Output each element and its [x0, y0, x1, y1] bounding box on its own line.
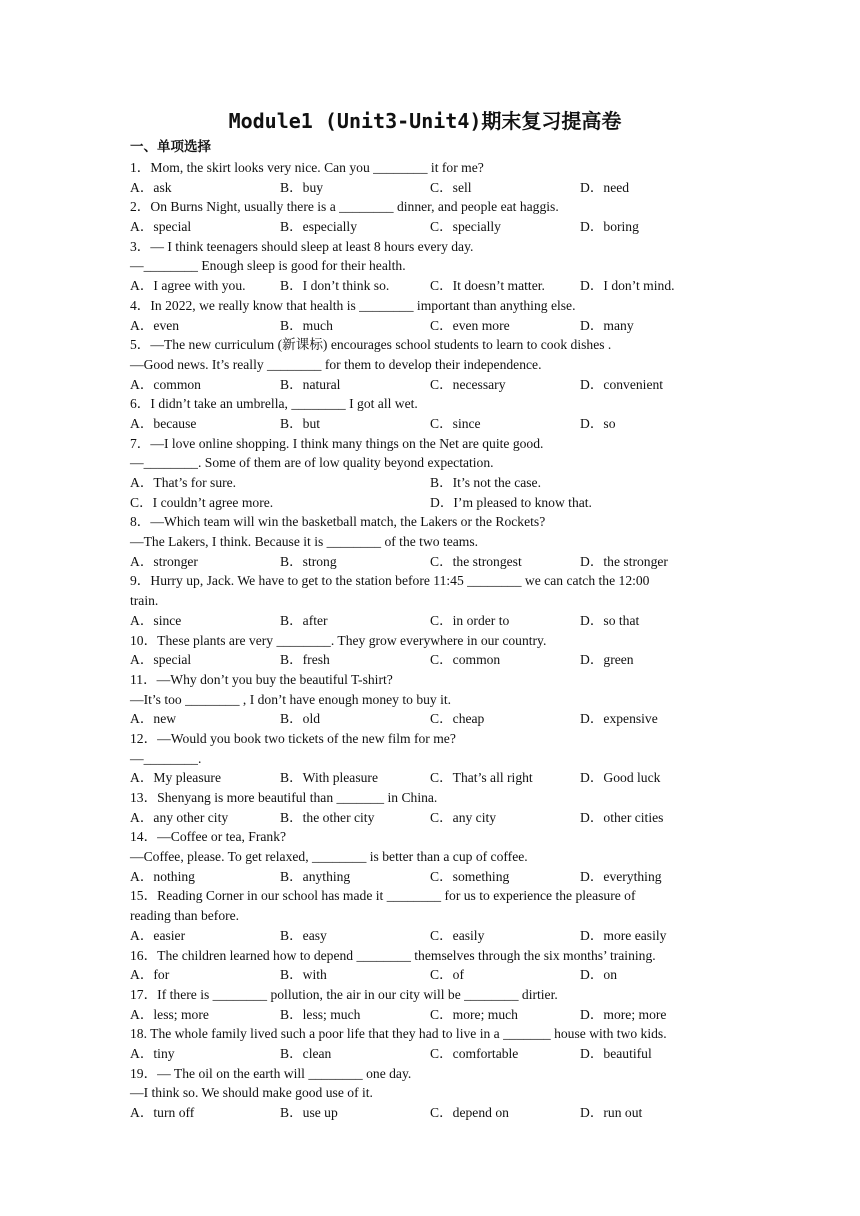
question-continuation: —________. Some of them are of low quality beyond expectation.	[130, 455, 494, 471]
answer-option: B．It’s not the case.	[430, 475, 541, 490]
option-row	[130, 926, 740, 946]
question-continuation: reading than before.	[130, 908, 240, 924]
answer-option: B．natural	[280, 376, 341, 392]
answer-option: C．That’s all right	[430, 770, 533, 786]
question-stem: 12．—Would you book two tickets of the new film for me?	[130, 730, 456, 746]
answer-option: D．everything	[580, 868, 662, 884]
option-row	[130, 650, 740, 670]
answer-option: C．I couldn’t agree more.	[130, 494, 274, 510]
answer-option: A．new	[130, 711, 177, 727]
question-item	[130, 1064, 740, 1123]
answer-option: C．necessary	[430, 376, 506, 392]
answer-option: D．the stronger	[580, 553, 668, 569]
answer-option: C．sell	[430, 179, 472, 195]
answer-option: B．less; much	[280, 1006, 361, 1022]
answer-option: C．the strongest	[430, 553, 522, 569]
answer-option: B．With pleasure	[280, 770, 378, 786]
answer-option: B．use up	[280, 1105, 338, 1120]
page-title: Module1 (Unit3-Unit4)期末复习提高卷	[228, 109, 622, 133]
answer-option: A．easier	[130, 927, 186, 943]
answer-option: B．strong	[280, 553, 337, 569]
question-item	[130, 631, 740, 670]
answer-option: A．I agree with you.	[130, 278, 246, 294]
question-stem: 8．—Which team will win the basketball match, the Lakers or the Rockets?	[130, 514, 546, 530]
answer-option: C．any city	[430, 809, 497, 825]
answer-option: B．with	[280, 967, 327, 983]
question-item	[130, 827, 740, 886]
question-stem: 10．These plants are very ________. They grow everywhere in our country.	[130, 632, 547, 648]
question-stem: 19．— The oil on the earth will ________ one day.	[130, 1065, 412, 1081]
answer-option: D．Good luck	[580, 770, 661, 786]
question-stem: 3．— I think teenagers should sleep at least 8 hours every day.	[130, 238, 474, 254]
option-row	[130, 768, 740, 788]
option-row	[130, 1103, 740, 1123]
question-stem: 5．—The new curriculum (新课标) encourages school students to learn to cook dishes .	[130, 337, 612, 353]
answer-option: B．the other city	[280, 809, 375, 825]
option-row	[130, 414, 740, 434]
question-continuation: —________ Enough sleep is good for their health.	[130, 258, 406, 274]
question-stem: 15．Reading Corner in our school has made it ________ for us to experience the pleasure of	[130, 888, 636, 904]
option-row	[130, 178, 740, 198]
answer-option: C．something	[430, 868, 510, 884]
answer-option: A．That’s for sure.	[130, 475, 237, 490]
option-row	[130, 709, 740, 729]
question-item	[130, 886, 740, 945]
question-item	[130, 571, 740, 630]
question-continuation: —Good news. It’s really ________ for them to develop their independence.	[130, 356, 542, 372]
question-stem: 13．Shenyang is more beautiful than _______ in China.	[130, 790, 438, 805]
answer-option: C．depend on	[430, 1105, 509, 1120]
answer-option: A．for	[130, 967, 170, 983]
option-row	[130, 217, 740, 237]
answer-option: D．other cities	[580, 809, 664, 825]
answer-option: D．beautiful	[580, 1045, 652, 1061]
answer-option: D．expensive	[580, 711, 658, 727]
answer-option: B．anything	[280, 868, 351, 884]
answer-option: A．because	[130, 415, 197, 431]
answer-option: A．less; more	[130, 1006, 209, 1022]
answer-option: A．My pleasure	[130, 770, 221, 786]
answer-option: D．many	[580, 317, 634, 333]
question-stem: 18. The whole family lived such a poor life that they had to live in a _______ house with two kids.	[130, 1026, 667, 1042]
question-continuation: train.	[130, 593, 159, 609]
answer-option: D．I’m pleased to know that.	[430, 494, 592, 510]
worksheet	[130, 106, 740, 1123]
question-item	[130, 670, 740, 729]
answer-option: B．but	[280, 415, 321, 431]
question-continuation: —The Lakers, I think. Because it is ________ of the two teams.	[130, 534, 479, 550]
answer-option: C．in order to	[430, 612, 510, 628]
option-row	[130, 867, 740, 887]
answer-option: D．boring	[580, 219, 639, 235]
option-row	[130, 1005, 740, 1025]
answer-option: A．any other city	[130, 809, 229, 825]
question-item	[130, 335, 740, 394]
question-continuation: —________.	[130, 750, 202, 766]
answer-option: C．It doesn’t matter.	[430, 278, 545, 294]
answer-option: A．ask	[130, 179, 172, 195]
answer-option: C．since	[430, 415, 481, 431]
option-row	[130, 808, 740, 828]
answer-option: B．fresh	[280, 652, 330, 668]
answer-option: A．tiny	[130, 1045, 175, 1061]
option-row	[130, 375, 740, 395]
question-item	[130, 788, 740, 827]
question-stem: 1．Mom, the skirt looks very nice. Can you ________ it for me?	[130, 160, 484, 175]
answer-option: B．especially	[280, 219, 358, 235]
answer-option: C．cheap	[430, 711, 485, 727]
option-row	[130, 473, 740, 493]
answer-option: D．more easily	[580, 927, 667, 943]
answer-option: B．much	[280, 317, 333, 333]
answer-option: B．clean	[280, 1045, 332, 1061]
answer-option: D．on	[580, 967, 618, 983]
question-stem: 2．On Burns Night, usually there is a ________ dinner, and people eat haggis.	[130, 199, 559, 215]
answer-option: B．easy	[280, 927, 327, 943]
answer-option: A．special	[130, 652, 192, 668]
question-item	[130, 296, 740, 335]
answer-option: A．nothing	[130, 868, 195, 884]
answer-option: A．special	[130, 219, 192, 235]
answer-option: C．even more	[430, 317, 510, 333]
answer-option: B．I don’t think so.	[280, 278, 390, 294]
answer-option: D．green	[580, 652, 634, 668]
question-continuation: —I think so. We should make good use of it.	[130, 1085, 373, 1101]
question-item	[130, 237, 740, 296]
answer-option: D．I don’t mind.	[580, 278, 675, 294]
question-item	[130, 946, 740, 985]
option-row	[130, 316, 740, 336]
question-item	[130, 394, 740, 433]
question-item	[130, 434, 740, 513]
question-item	[130, 158, 740, 197]
answer-option: B．after	[280, 612, 328, 628]
question-list	[130, 158, 740, 1123]
question-stem: 16．The children learned how to depend ________ themselves through the six months’ training.	[130, 947, 656, 963]
question-stem: 14．—Coffee or tea, Frank?	[130, 829, 287, 845]
answer-option: A．stronger	[130, 553, 198, 569]
answer-option: C．more; much	[430, 1006, 518, 1022]
option-row	[130, 276, 740, 296]
answer-option: D．more; more	[580, 1006, 667, 1022]
question-stem: 7．—I love online shopping. I think many things on the Net are quite good.	[130, 435, 544, 451]
question-stem: 9．Hurry up, Jack. We have to get to the station before 11:45 ________ we can catch the 12:00	[130, 573, 650, 589]
answer-option: C．specially	[430, 219, 501, 235]
question-continuation: —Coffee, please. To get relaxed, ________ is better than a cup of coffee.	[130, 849, 528, 865]
answer-option: C．common	[430, 652, 501, 668]
answer-option: A．since	[130, 612, 182, 628]
answer-option: A．turn off	[130, 1105, 195, 1120]
answer-option: C．easily	[430, 927, 485, 943]
option-row	[130, 1044, 740, 1064]
answer-option: A．even	[130, 317, 180, 333]
question-item	[130, 197, 740, 236]
answer-option: B．buy	[280, 179, 324, 195]
option-row	[130, 493, 740, 513]
question-stem: 4．In 2022, we really know that health is ________ important than anything else.	[130, 297, 576, 313]
option-row	[130, 552, 740, 572]
option-row	[130, 611, 740, 631]
answer-option: C．of	[430, 967, 464, 983]
question-item	[130, 729, 740, 788]
question-item	[130, 1024, 740, 1063]
answer-option: D．so	[580, 415, 616, 431]
option-row	[130, 965, 740, 985]
question-stem: 11．—Why don’t you buy the beautiful T-shirt?	[130, 671, 393, 687]
answer-option: D．convenient	[580, 376, 664, 392]
question-stem: 6．I didn’t take an umbrella, ________ I got all wet.	[130, 396, 418, 412]
answer-option: C．comfortable	[430, 1045, 519, 1061]
section-heading: 一、单项选择	[130, 139, 211, 155]
question-continuation: —It’s too ________ , I don’t have enough money to buy it.	[130, 691, 452, 707]
question-stem: 17．If there is ________ pollution, the air in our city will be ________ dirtier.	[130, 986, 558, 1002]
answer-option: D．so that	[580, 612, 640, 628]
question-item	[130, 512, 740, 571]
question-item	[130, 985, 740, 1024]
answer-option: B．old	[280, 711, 321, 727]
answer-option: D．need	[580, 179, 630, 195]
answer-option: A．common	[130, 376, 201, 392]
answer-option: D．run out	[580, 1105, 643, 1120]
